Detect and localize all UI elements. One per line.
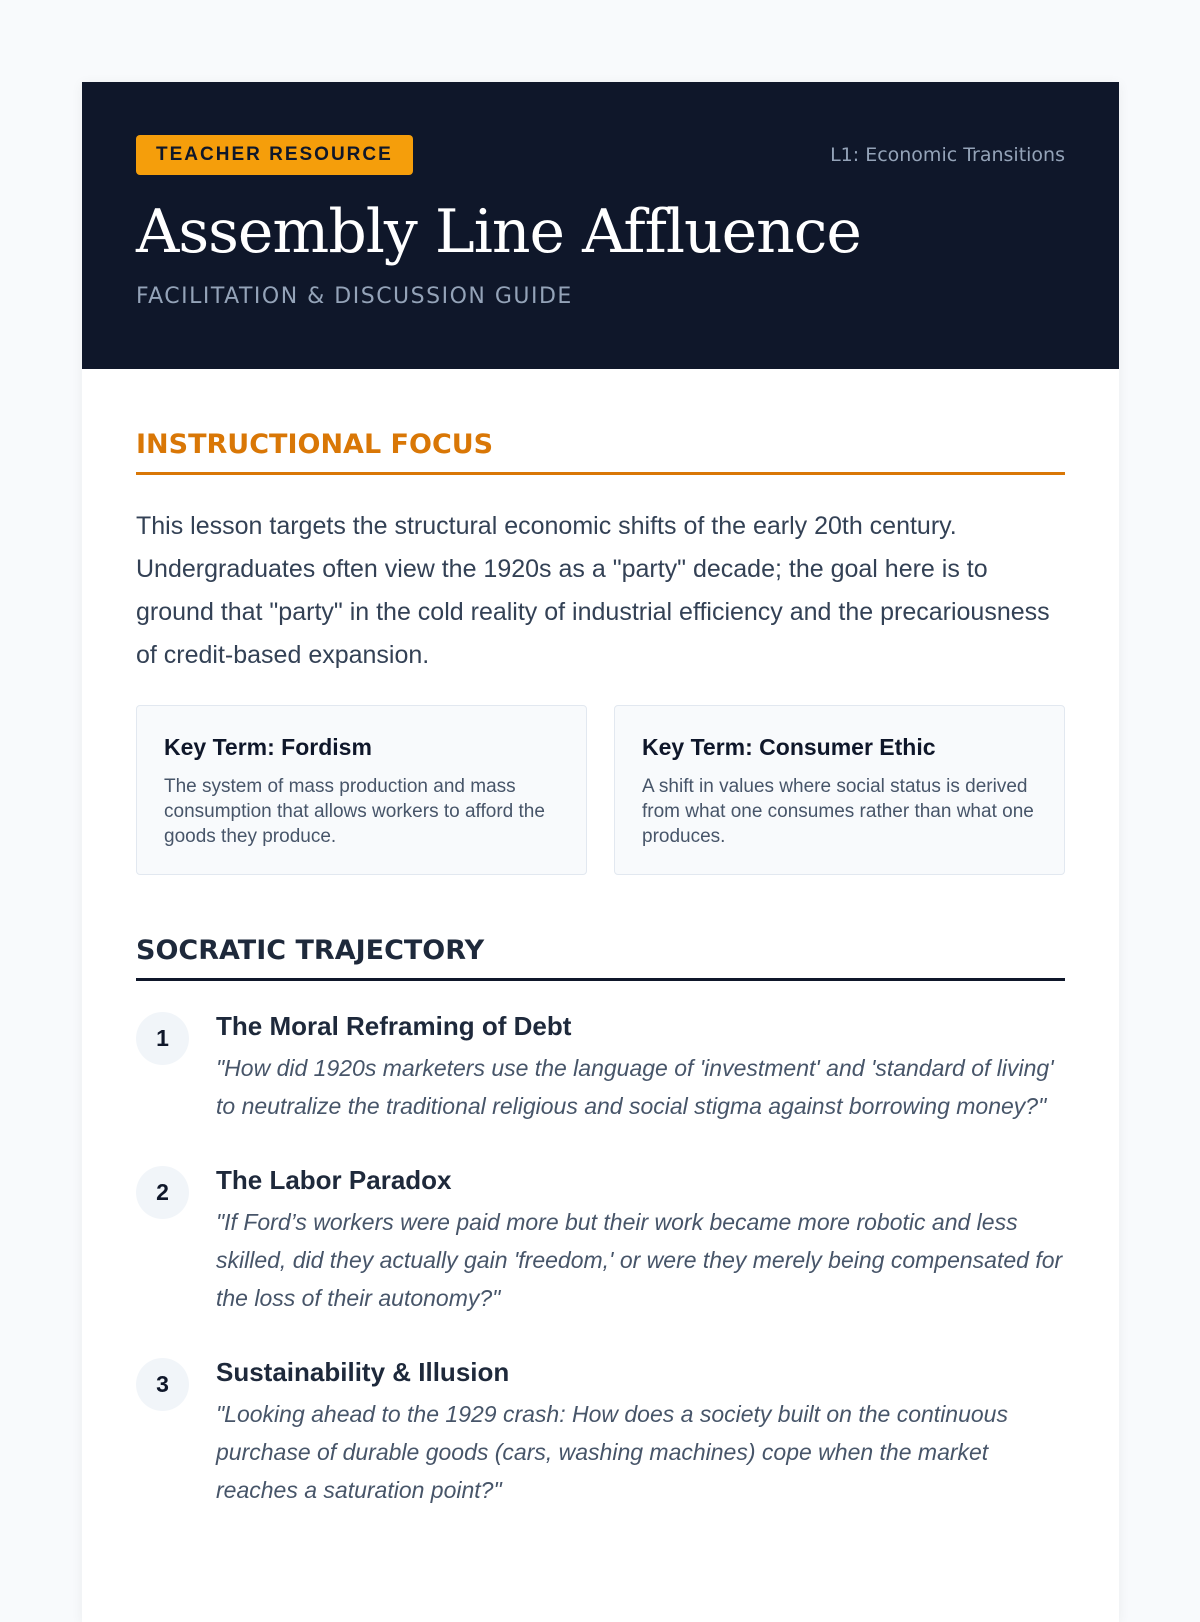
document-card — [82, 82, 1119, 1622]
step-title: Sustainability & Illusion — [216, 1357, 510, 1387]
instructional-focus-heading: INSTRUCTIONAL FOCUS — [136, 429, 1065, 475]
teacher-resource-badge: TEACHER RESOURCE — [136, 135, 413, 175]
instructional-focus-text: This lesson targets the structural economic shifts of the early 20th century. Undergraduates often view the 1920s as a "party" decade; the goal here is to ground that "party" in the cold reality of industrial efficiency and the precariousness of credit-based expansion. — [136, 512, 1050, 669]
step-content — [216, 1163, 1065, 1317]
step-number: 2 — [136, 1166, 189, 1219]
step-question: "How did 1920s marketers use the language of 'investment' and 'standard of living' to neutralize the traditional religious and social stigma against borrowing money?" — [216, 1055, 1054, 1119]
key-term-definition: A shift in values where social status is derived from what one consumes rather than what one produces. — [642, 776, 1034, 847]
document-title: Assembly Line Affluence — [136, 197, 861, 267]
step-title: The Labor Paradox — [216, 1165, 452, 1195]
step-content — [216, 1009, 1065, 1125]
step-question: "If Ford’s workers were paid more but their work became more robotic and less skilled, did they actually gain 'freedom,' or were they merely being compensated for the loss of their autonomy?" — [216, 1209, 1063, 1311]
key-term-card-fordism — [136, 705, 587, 875]
key-term-definition: The system of mass production and mass consumption that allows workers to afford the goods they produce. — [164, 776, 545, 847]
document-subtitle: FACILITATION & DISCUSSION GUIDE — [136, 284, 573, 309]
lesson-tag: L1: Economic Transitions — [830, 144, 1065, 166]
document-header — [82, 82, 1119, 369]
document-body — [82, 429, 1119, 1509]
trajectory-step — [136, 1355, 1065, 1509]
key-term-title: Key Term: Consumer Ethic — [642, 734, 936, 760]
key-terms — [136, 705, 1065, 875]
key-term-title: Key Term: Fordism — [164, 734, 372, 760]
step-question: "Looking ahead to the 1929 crash: How does a society built on the continuous purchase of durable goods (cars, washing machines) cope when the market reaches a saturation point?" — [216, 1401, 1008, 1503]
step-number: 3 — [136, 1358, 189, 1411]
step-content — [216, 1355, 1065, 1509]
socratic-trajectory-heading: SOCRATIC TRAJECTORY — [136, 935, 1065, 981]
trajectory-step — [136, 1009, 1065, 1125]
step-title: The Moral Reframing of Debt — [216, 1011, 572, 1041]
key-term-card-consumer-ethic — [614, 705, 1065, 875]
step-number: 1 — [136, 1012, 189, 1065]
trajectory-steps — [136, 1009, 1065, 1509]
trajectory-step — [136, 1163, 1065, 1317]
